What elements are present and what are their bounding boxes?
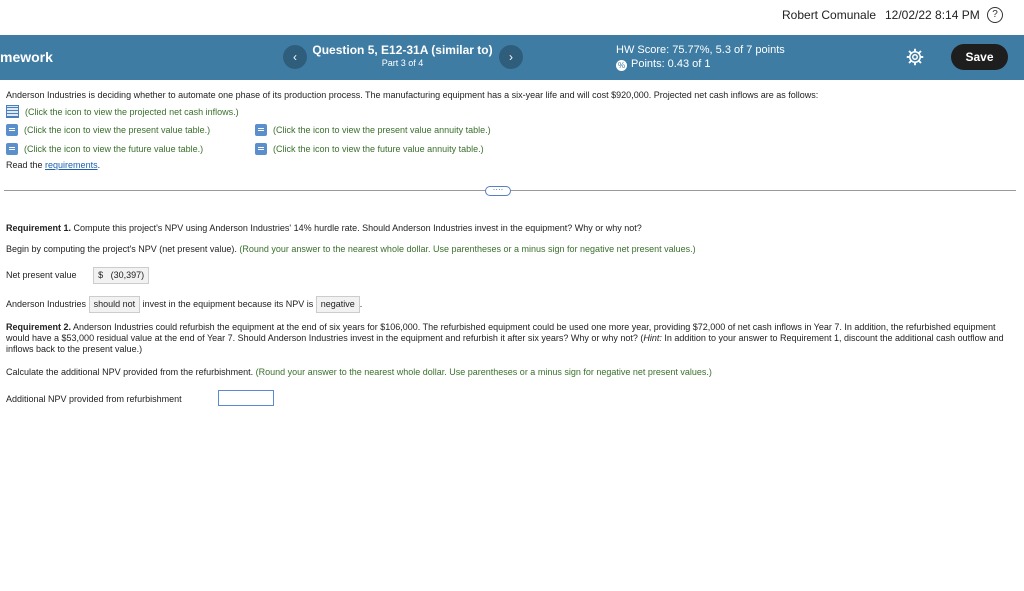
- requirement-2: [6, 322, 1011, 355]
- expand-more-button[interactable]: ····: [485, 186, 511, 196]
- read-the-label: Read the: [6, 160, 43, 170]
- book-icon[interactable]: [6, 143, 18, 155]
- book-icon[interactable]: [255, 143, 267, 155]
- fv-annuity-link[interactable]: (Click the icon to view the future value annuity table.): [273, 144, 484, 154]
- points-text: Points: 0.43 of 1: [631, 58, 711, 70]
- requirements-period: .: [97, 160, 101, 170]
- intro-text: Anderson Industries is deciding whether to automate one phase of its production process. The manufacturing equipment has a six-year life and will cost $920,000. Projected net cash inflows are as follows:: [6, 90, 819, 100]
- req2-calc-row: [6, 367, 1011, 378]
- pv-table-link-row[interactable]: [6, 124, 210, 136]
- book-icon[interactable]: [255, 124, 267, 136]
- next-question-button[interactable]: ›: [499, 45, 523, 69]
- req1-instruction: (Round your answer to the nearest whole dollar. Use parentheses or a minus sign for negative net present values.): [239, 244, 696, 254]
- save-button[interactable]: Save: [951, 44, 1008, 70]
- requirements-row: [6, 160, 100, 170]
- pv-annuity-link-row[interactable]: [255, 124, 491, 136]
- req2-hint: Hint:: [643, 333, 662, 343]
- npv-label: Net present value: [6, 270, 77, 280]
- fv-table-link-row[interactable]: [6, 143, 203, 155]
- hw-score: HW Score: 75.77%, 5.3 of 7 points: [616, 44, 785, 56]
- question-header: [0, 35, 1024, 80]
- npv-conclusion-row: [6, 296, 1011, 313]
- fv-annuity-link-row[interactable]: [255, 143, 484, 155]
- table-icon[interactable]: [6, 105, 19, 118]
- req2-text: Anderson Industries could refurbish the equipment at the end of six years for $106,000. The refurbished equipment could be used one more year, providing $72,000 of net cash inflows in Year 7. In addition, the refurbished equipment would have a $53,000 residual value at the end of Year 7. Should Anderson Industries invest in the equipment and refurbish it after six years? Why or why not? (: [6, 322, 996, 343]
- book-icon[interactable]: [6, 124, 18, 136]
- npv-value: (30,397): [110, 270, 145, 280]
- req2-text-2: In addition to your answer to Requirement 1, discount the additional cash outflow and inflows back to the present value.): [6, 333, 1004, 354]
- req1-text: Compute this project's NPV using Anderson Industries' 14% hurdle rate. Should Anderson Industries invest in the equipment? Why or why not?: [71, 223, 642, 233]
- gear-icon[interactable]: [906, 48, 924, 66]
- fv-table-link[interactable]: (Click the icon to view the future value table.): [24, 144, 204, 154]
- question-title: Question 5, E12-31A (similar to): [312, 43, 493, 57]
- additional-npv-input[interactable]: [218, 390, 274, 406]
- requirements-link[interactable]: requirements: [45, 160, 98, 170]
- user-name[interactable]: Robert Comunale: [782, 8, 877, 22]
- npv-answer[interactable]: [93, 267, 149, 284]
- cash-inflows-link[interactable]: (Click the icon to view the projected net cash inflows.): [25, 107, 239, 117]
- pv-annuity-link[interactable]: (Click the icon to view the present value annuity table.): [273, 125, 491, 135]
- npv-sign-choice-select[interactable]: negative: [316, 296, 360, 313]
- points-icon: %: [617, 61, 626, 70]
- currency-sign: $: [98, 270, 104, 280]
- req1-begin: Begin by computing the project's NPV (net present value).: [6, 244, 237, 254]
- req1-begin-row: [6, 244, 1011, 255]
- top-bar: [0, 0, 1024, 33]
- pv-table-link[interactable]: (Click the icon to view the present value table.): [24, 125, 211, 135]
- conclusion-part-a: Anderson Industries: [6, 299, 87, 309]
- invest-choice-select[interactable]: should not: [89, 296, 141, 313]
- requirement-1: [6, 223, 1011, 234]
- cash-inflows-link-row[interactable]: [6, 105, 239, 118]
- conclusion-part-b: invest in the equipment because its NPV is: [142, 299, 314, 309]
- points-row: [616, 58, 711, 71]
- question-part: Part 3 of 4: [381, 58, 424, 68]
- help-icon[interactable]: ?: [987, 7, 1003, 23]
- homework-title: mework: [0, 49, 53, 65]
- conclusion-period: .: [359, 299, 363, 309]
- datetime: 12/02/22 8:14 PM: [885, 8, 980, 22]
- req1-label: Requirement 1.: [6, 223, 72, 233]
- previous-question-button[interactable]: ‹: [283, 45, 307, 69]
- req2-instruction: (Round your answer to the nearest whole dollar. Use parentheses or a minus sign for negative net present values.): [255, 367, 712, 377]
- req2-calc: Calculate the additional NPV provided from the refurbishment.: [6, 367, 254, 377]
- additional-npv-label: Additional NPV provided from refurbishment: [6, 394, 182, 404]
- npv-row: [6, 267, 1011, 284]
- req2-label: Requirement 2.: [6, 322, 72, 332]
